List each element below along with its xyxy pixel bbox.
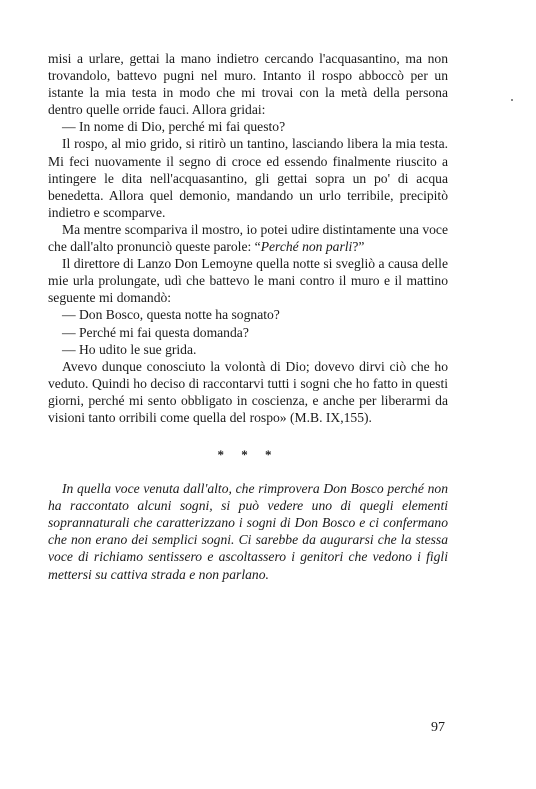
italic-quote: Perché non parli bbox=[260, 239, 353, 255]
commentary bbox=[48, 480, 448, 583]
paragraph: misi a urlare, gettai la mano indietro cercando l'acquasantino, ma non trovandolo, battevo pugni nel muro. Intanto il rospo abboccò per un istante la mia testa in modo che mi trovai con la metà della persona dentro quelle orride fauci. Allora gridai: bbox=[48, 51, 448, 118]
section-separator: * * * bbox=[217, 447, 279, 463]
paragraph: Avevo dunque conosciuto la volontà di Dio; dovevo dirvi ciò che ho veduto. Quindi ho deciso di raccontarvi tutti i sogni che ho fatto in questi giorni, perché mi sento obbligato in coscienza, e anche per liberarmi da visioni tanto orribili come quella del rospo» (M.B. IX,155). bbox=[48, 358, 448, 425]
text-span: Ma mentre scompariva il mostro, io potei udire distintamente una voce che dall'alto pronunciò queste parole: “ bbox=[48, 221, 448, 255]
paragraph bbox=[48, 221, 448, 255]
page-content bbox=[48, 50, 448, 583]
paragraph: Il direttore di Lanzo Don Lemoyne quella notte si svegliò a causa delle mie urla prolungate, udì che battevo le mani contro il muro e il mattino seguente mi domandò: bbox=[48, 256, 448, 306]
paragraph: Il rospo, al mio grido, si ritirò un tantino, lasciando libera la mia testa. Mi feci nuovamente il segno di croce ed essendo finalmente riuscito a intingere le dita nell'acquasantino, gli gettai sopra un po' di acqua benedetta. Allora quel demonio, mandando un urlo terribile, precipitò indietro e scomparve. bbox=[48, 136, 448, 220]
dialog-line: — Ho udito le sue grida. bbox=[62, 341, 197, 357]
page-number: 97 bbox=[431, 720, 445, 735]
margin-mark bbox=[511, 99, 513, 101]
dialog-line: — Don Bosco, questa notte ha sognato? bbox=[62, 307, 280, 323]
commentary-paragraph: In quella voce venuta dall'alto, che rimprovera Don Bosco perché non ha raccontato alcuni sogni, si può vedere uno di quegli elementi soprannaturali che caratterizzano i sogni di Don Bosco e ci confermano che non erano dei semplici sogni. Ci sarebbe da augurarsi che la stessa voce di richiamo sentissero e ascoltassero i genitori che vedono i figli mettersi su cattiva strada e non parlano. bbox=[48, 481, 448, 582]
body-text bbox=[48, 50, 448, 426]
text-span: ?” bbox=[352, 239, 365, 255]
dialog-line: — In nome di Dio, perché mi fai questo? bbox=[62, 119, 286, 135]
dialog-line: — Perché mi fai questa domanda? bbox=[62, 324, 249, 340]
